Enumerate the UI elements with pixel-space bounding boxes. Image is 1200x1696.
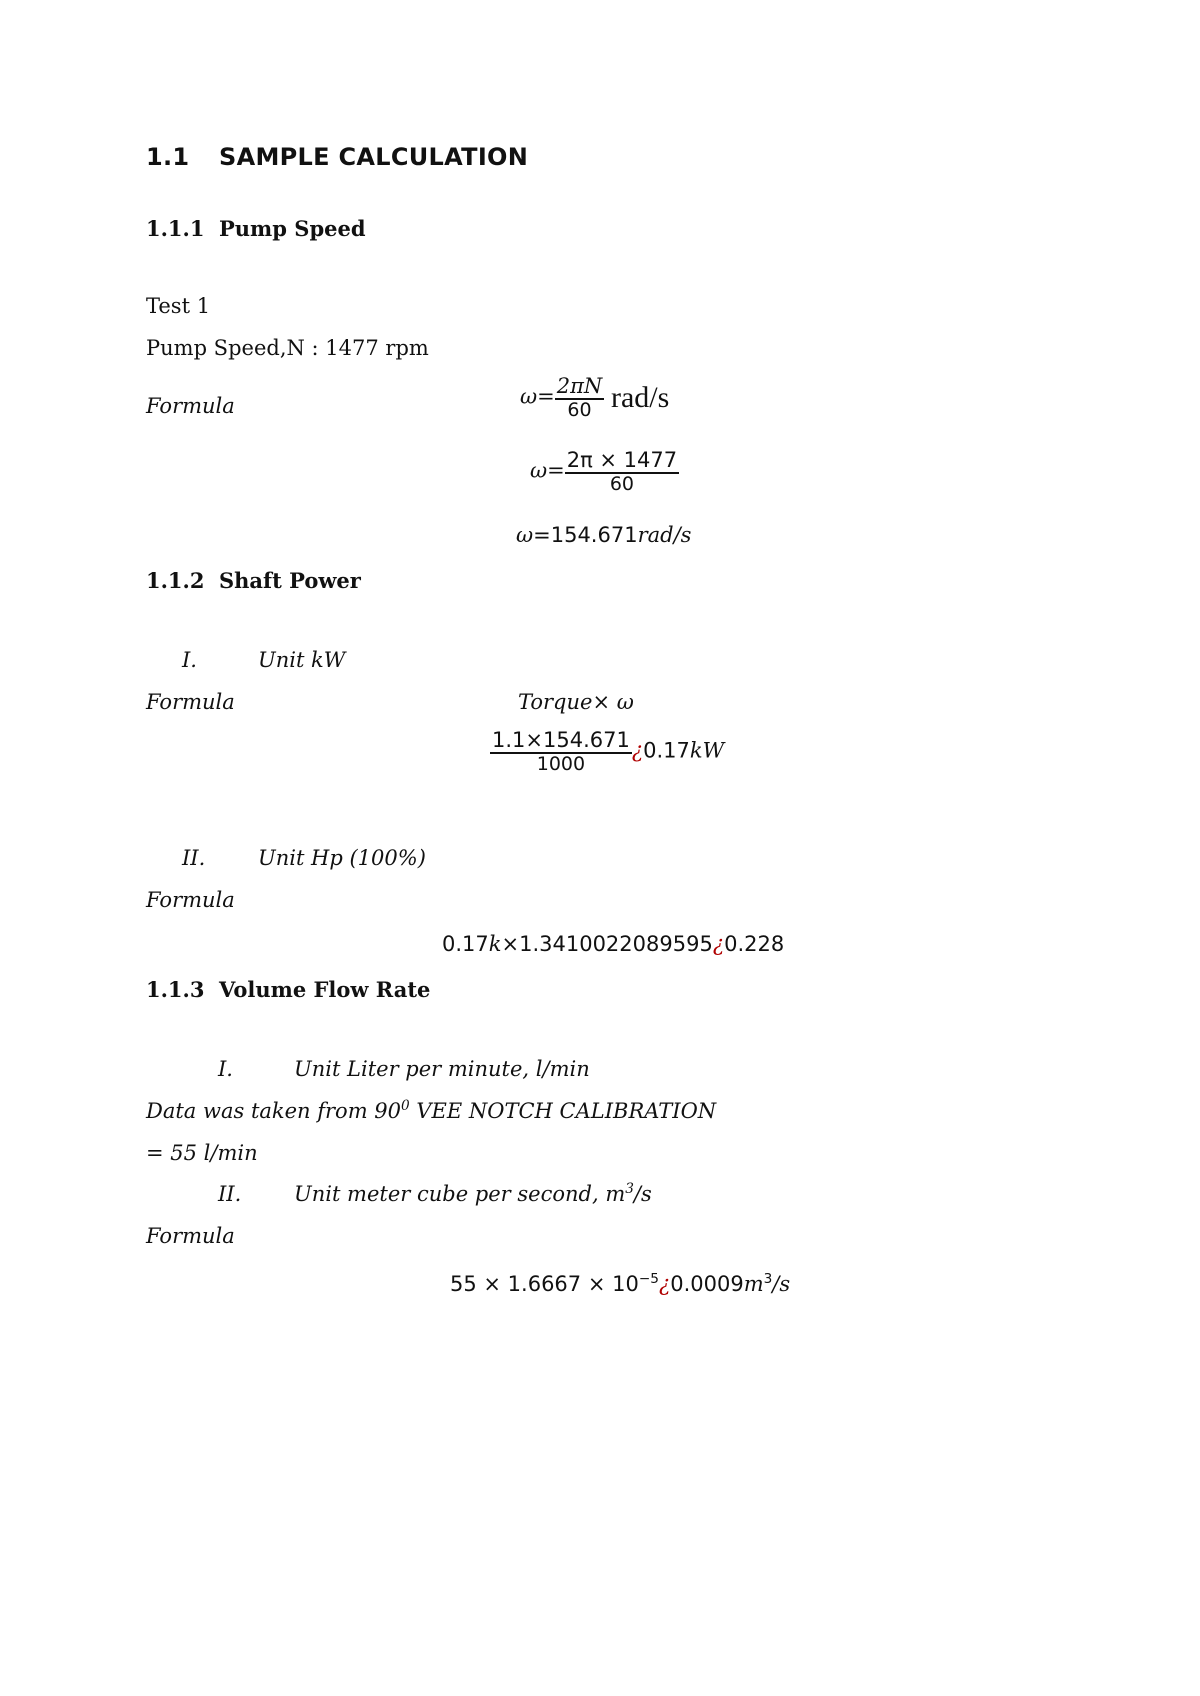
flow-list-number-2: II. [218,1182,242,1206]
pump-speed-line: Pump Speed,N : 1477 rpm [146,336,429,360]
shaft-list-item-2 [182,846,426,870]
torque-text: Torque [518,690,593,714]
flow-calc-m-sup: 3 [763,1270,773,1287]
flow-value-line: = 55 l/min [146,1141,258,1165]
omega-symbol-3: ω [516,523,534,547]
flow-formula-label: Formula [146,1224,235,1248]
shaft-power-title: Shaft Power [219,568,361,593]
omega-sub-denominator: 60 [609,473,635,496]
kw-value: 0.17 [643,738,690,763]
shaft-list-number-1: I. [182,648,197,672]
pump-speed-number: 1.1.1 [146,216,205,241]
flow-rate-number: 1.1.3 [146,977,205,1002]
flow-calc-m: m [743,1272,764,1296]
main-heading [146,143,528,171]
hp-value: 0.228 [724,932,785,956]
flow-list-text-1: Unit Liter per minute, l/min [294,1057,590,1081]
main-heading-number: 1.1 [146,143,190,171]
flow-list-item-1 [218,1057,590,1081]
flow-calc-value: 0.0009 [670,1272,744,1296]
shaft-list-number-2: II. [182,846,206,870]
shaft-formula-label-2: Formula [146,888,235,912]
test-label: Test 1 [146,294,211,318]
omega-result [516,523,691,547]
equals-sign: = [537,384,555,409]
cube-superscript: 3 [625,1180,634,1197]
flow-calculation [450,1272,790,1296]
flow-calc-unit: /s [772,1272,791,1296]
flow-list-number-1: I. [218,1057,233,1081]
shaft-power-number: 1.1.2 [146,568,205,593]
kw-placeholder-glyph: ¿ [631,738,644,763]
shaft-power-heading [146,568,361,593]
hp-multiplier: ×1.3410022089595 [501,932,713,956]
omega-substitution [530,448,679,496]
omega-formula [520,374,669,422]
omega-sub-fraction [565,448,679,496]
kw-calculation [490,728,724,776]
kw-denominator: 1000 [536,753,586,776]
calibration-note-text: Data was taken from 90 [146,1099,402,1123]
omega-fraction [555,374,605,422]
omega-result-unit: rad/s [637,523,692,547]
omega-symbol-2: ω [530,458,548,483]
kw-unit: kW [689,738,725,763]
torque-formula [518,690,634,714]
pump-speed-heading [146,216,366,241]
omega-unit: rad/s [610,380,670,414]
flow-list-text-2b: /s [633,1182,652,1206]
shaft-formula-label: Formula [146,690,235,714]
calibration-note [146,1099,716,1123]
hp-value-a: 0.17 [442,932,489,956]
kw-numerator: 1.1×154.671 [490,728,632,754]
flow-list-text-2a: Unit meter cube per second, m [294,1182,626,1206]
shaft-list-item-1 [182,648,345,672]
flow-rate-heading [146,977,430,1002]
hp-k: k [488,932,502,956]
kw-fraction [490,728,632,776]
omega-result-value: =154.671 [533,523,638,547]
shaft-list-text-2: Unit Hp (100%) [258,846,426,870]
pump-formula-label: Formula [146,394,235,418]
degree-superscript: 0 [401,1097,410,1114]
flow-list-item-2 [218,1182,652,1206]
pump-speed-title: Pump Speed [219,216,366,241]
omega-sub-numerator: 2π × 1477 [565,448,679,474]
flow-rate-title: Volume Flow Rate [219,977,431,1002]
flow-calc-exponent: −5 [638,1270,659,1287]
omega-denominator: 60 [567,399,592,422]
main-heading-title: SAMPLE CALCULATION [219,143,529,171]
equals-sign-2: = [547,458,565,483]
hp-calculation [442,932,784,956]
omega-numerator: 2πN [555,374,605,400]
flow-placeholder-glyph: ¿ [658,1272,671,1296]
flow-calc-a: 55 × 1.6667 × 10 [450,1272,639,1296]
omega-symbol: ω [520,384,538,409]
calibration-note-text-2: VEE NOTCH CALIBRATION [409,1099,717,1123]
torque-times-omega: × ω [592,690,634,714]
shaft-list-text-1: Unit kW [258,648,346,672]
hp-placeholder-glyph: ¿ [712,932,725,956]
